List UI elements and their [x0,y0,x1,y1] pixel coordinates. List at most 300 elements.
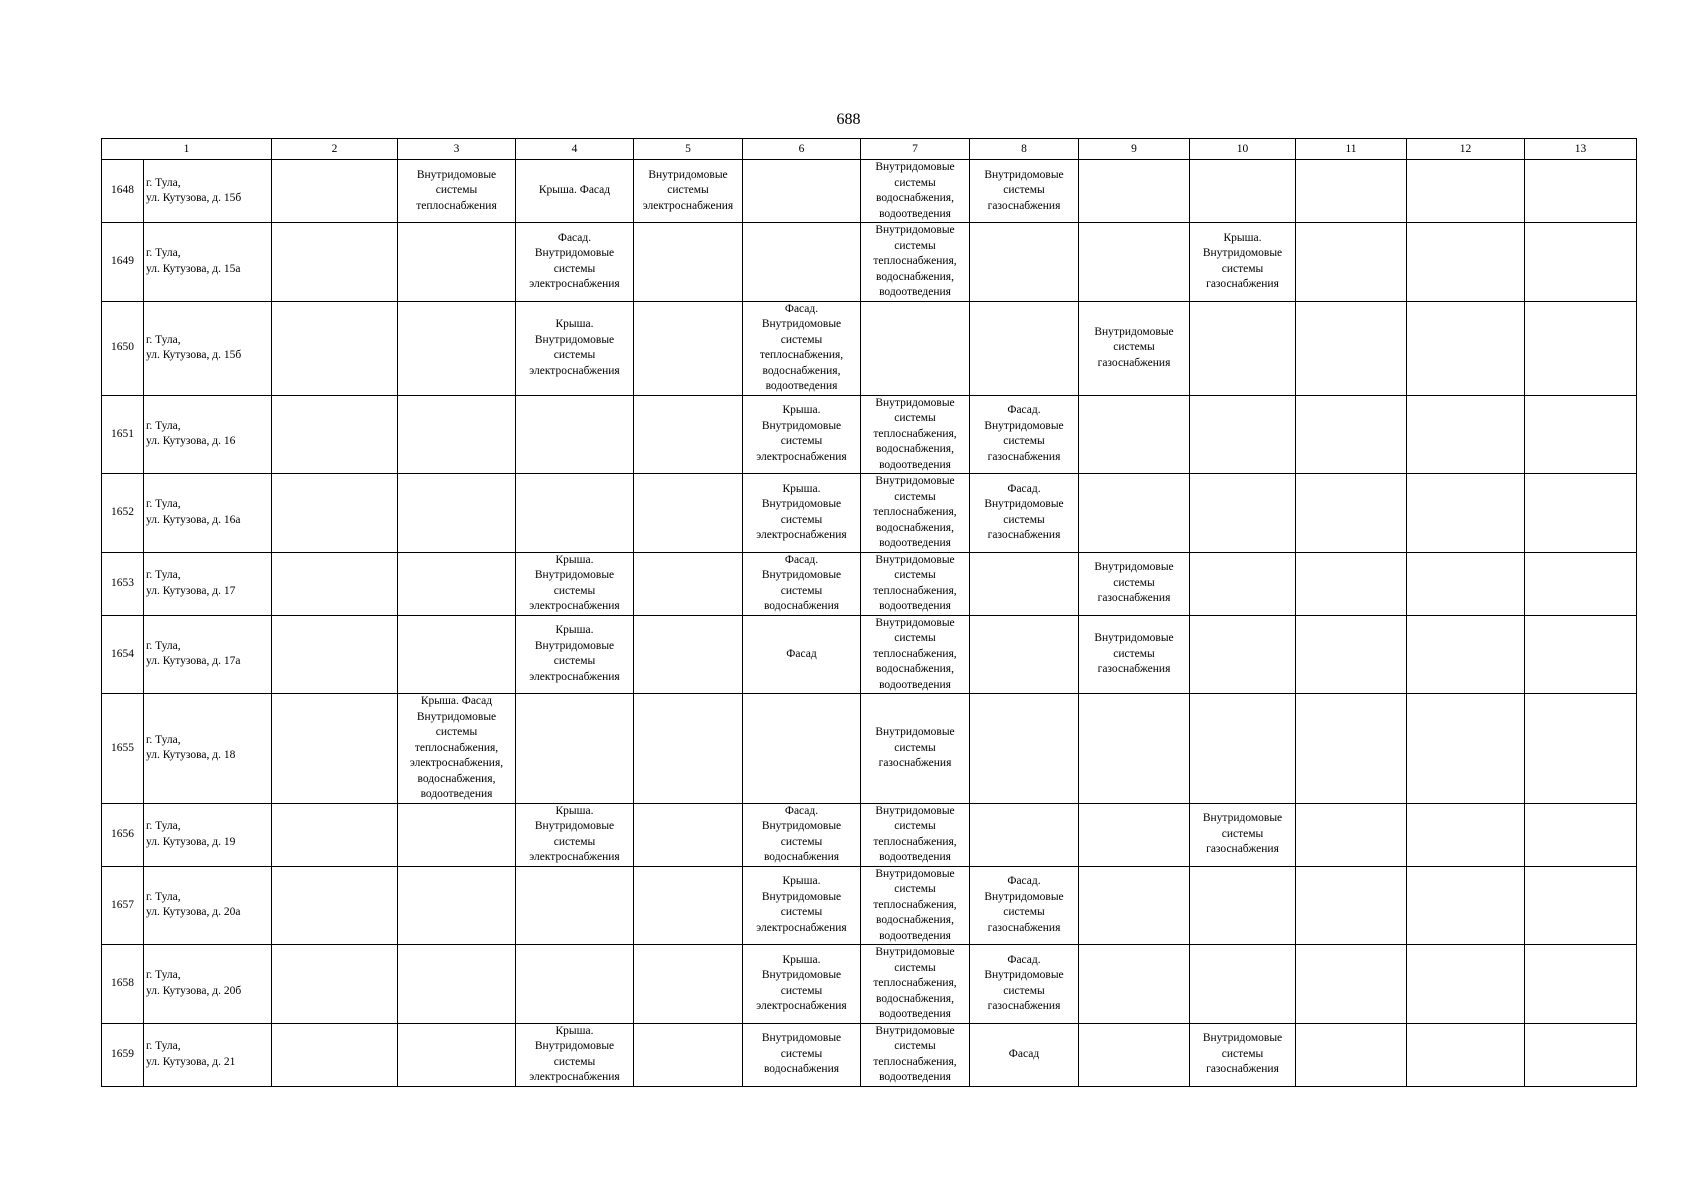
work-cell [1190,694,1296,804]
cell-line: Внутридомовые [1094,561,1174,574]
address-line: ул. Кутузова, д. 17 [146,584,236,597]
work-cell [861,160,970,223]
cell-line: системы [1221,827,1264,840]
cell-line: теплоснабжения, [873,255,957,267]
cell-line: электроснабжения [529,364,620,377]
cell-line: системы [780,513,823,526]
cell-line: Внутридомовые [875,1024,955,1037]
cell-line: Внутридомовые [984,969,1064,982]
cell-line: Фасад. [1007,875,1041,888]
cell-line: системы [553,1055,596,1068]
work-cell [272,866,398,945]
work-cell [1296,1023,1407,1086]
column-header: 2 [272,139,398,160]
address-line: ул. Кутузова, д. 15а [146,262,241,275]
cell-line: Внутридомовые [875,224,955,236]
address-line: г. Тула, [146,569,181,581]
cell-line: Внутридомовые [761,820,842,832]
cell-line: системы [780,1047,823,1060]
row-number: 1656 [102,803,144,866]
cell-line: электроснабжения [529,600,620,612]
cell-line: водоотведения [879,458,951,471]
work-cell [634,866,743,945]
cell-line: Фасад. [784,302,819,315]
table-row [102,866,1637,945]
cell-line: Внутридомовые [534,1040,615,1052]
work-cell [634,223,743,302]
work-cell [1296,395,1407,474]
cell-line: газоснабжения [987,1000,1061,1013]
cell-line: системы [894,569,936,581]
cell-line: Внутридомовые [984,168,1064,181]
cell-line: Внутридомовые [875,946,955,958]
cell-line: Фасад. [784,553,819,566]
row-number: 1657 [102,866,144,945]
cell-line: Фасад. [784,804,819,817]
work-cell [398,615,516,694]
cell-line: теплоснабжения, [873,1055,957,1068]
table-row [102,474,1637,553]
table-row [102,223,1637,302]
work-cell [1190,803,1296,866]
cell-line: водоснабжения, [876,192,954,204]
cell-line: газоснабжения [1206,843,1279,856]
work-cell [743,694,861,804]
cell-line: Внутридомовые [648,168,728,181]
work-cell [634,615,743,694]
cell-line: Внутридомовые [984,498,1064,511]
work-cell [1407,803,1525,866]
address-cell [144,160,272,223]
address-line: г. Тула, [146,333,181,346]
cell-line: водоснабжения [763,851,840,863]
cell-line: системы [780,906,823,919]
address-line: ул. Кутузова, д. 16 [146,435,236,448]
cell-line: Крыша. [782,404,821,417]
cell-line: системы [553,835,596,848]
work-cell [861,866,970,945]
work-cell [398,395,516,474]
work-cell [1407,160,1525,223]
cell-line: водоотведения [879,207,951,220]
table-row [102,694,1637,804]
work-cell [1296,474,1407,553]
work-cell [1079,160,1190,223]
work-cell [861,301,970,395]
cell-line: газоснабжения [1206,1063,1279,1076]
work-cell [970,395,1079,474]
work-cell [970,474,1079,553]
work-cell [1407,615,1525,694]
cell-line: системы [1221,1047,1264,1060]
cell-line: Фасад [786,647,817,660]
address-line: ул. Кутузова, д. 20б [146,984,242,997]
cell-line: системы [780,333,823,346]
work-cell [743,803,861,866]
row-number: 1654 [102,615,144,694]
cell-line: Внутридомовые [416,710,497,723]
cell-line: водоснабжения [763,600,840,612]
work-cell [634,945,743,1024]
work-cell [272,223,398,302]
cell-line: водоснабжения, [417,772,496,785]
cell-line: Внутридомовые [761,318,842,330]
cell-line: системы [553,349,596,361]
address-line: г. Тула, [146,969,181,982]
table-row [102,301,1637,395]
cell-line: Внутридомовые [534,639,615,652]
work-cell [1079,395,1190,474]
work-cell [1296,803,1407,866]
work-cell [861,552,970,615]
work-cell [1407,474,1525,553]
cell-line: водоснабжения [763,1063,840,1076]
row-number: 1648 [102,160,144,223]
address-line: ул. Кутузова, д. 15б [146,349,242,361]
work-cell [272,160,398,223]
cell-line: Внутридомовые [875,616,955,629]
cell-line: системы [1003,984,1045,997]
cell-line: теплоснабжения, [873,835,957,848]
work-cell [1079,945,1190,1024]
cell-line: водоснабжения, [876,663,954,675]
cell-line: системы [435,726,478,738]
work-cell [1407,1023,1525,1086]
cell-line: системы [1003,513,1045,526]
cell-line: системы [553,584,596,597]
address-line: ул. Кутузова, д. 18 [146,749,236,762]
cell-line: Крыша. [782,875,821,888]
cell-line: водоотведения [879,678,951,691]
address-cell [144,803,272,866]
table-row [102,803,1637,866]
work-cell [1525,945,1637,1024]
work-cell [398,301,516,395]
work-cell [1190,945,1296,1024]
work-cell [970,694,1079,804]
cell-line: газоснабжения [987,199,1061,212]
cell-line: водоотведения [879,1071,951,1083]
cell-line: водоотведения [765,380,838,392]
column-header: 11 [1296,139,1407,160]
cell-line: системы [894,632,936,644]
row-number: 1651 [102,395,144,474]
cell-line: электроснабжения [529,278,620,291]
work-cell [1190,1023,1296,1086]
cell-line: электроснабжения [529,670,620,683]
work-cell [516,223,634,302]
work-cell [970,301,1079,395]
table-row [102,1023,1637,1086]
cell-line: Внутридомовые [761,969,842,982]
work-cell [1525,866,1637,945]
work-cell [1407,694,1525,804]
work-cell [861,615,970,694]
work-cell [1407,866,1525,945]
cell-line: Фасад. [1007,953,1041,966]
cell-line: Внутридомовые [534,569,615,581]
work-cell [970,615,1079,694]
work-cell [1525,223,1637,302]
cell-line: электроснабжения [756,921,847,934]
cell-line: Крыша. [555,624,594,637]
work-cell [970,945,1079,1024]
column-header: 6 [743,139,861,160]
address-cell [144,223,272,302]
cell-line: системы [894,820,936,832]
row-number: 1650 [102,301,144,395]
work-cell [1296,945,1407,1024]
page-number: 688 [836,111,861,128]
cell-line: системы [894,176,936,189]
column-header: 12 [1407,139,1525,160]
cell-line: Внутридомовые [875,553,955,566]
cell-line: Крыша. Фасад [538,184,611,197]
work-cell [272,474,398,553]
cell-line: Крыша. [555,553,594,566]
work-cell [1079,1023,1190,1086]
work-cell [861,474,970,553]
cell-line: системы [894,490,936,503]
address-line: г. Тула, [146,733,181,746]
work-cell [634,474,743,553]
cell-line: Крыша. [555,318,594,330]
column-header: 5 [634,139,743,160]
column-header: 3 [398,139,516,160]
cell-line: Внутридомовые [761,890,842,903]
cell-line: системы [1003,184,1045,197]
work-cell [398,223,516,302]
address-cell [144,395,272,474]
work-cell [1296,694,1407,804]
address-line: ул. Кутузова, д. 17а [146,655,241,668]
cell-line: электроснабжения [642,199,734,212]
cell-line: электроснабжения [756,1000,847,1013]
work-cell [516,301,634,395]
work-cell [516,945,634,1024]
cell-line: теплоснабжения, [759,349,844,361]
cell-line: Внутридомовые [761,419,842,432]
address-cell [144,301,272,395]
work-cell [1525,474,1637,553]
table-row [102,552,1637,615]
cell-line: электроснабжения [529,1071,620,1083]
cell-line: Внутридомовые [984,890,1064,903]
address-line: ул. Кутузова, д. 15б [146,192,242,204]
cell-line: водоотведения [879,929,951,942]
work-cell [1525,395,1637,474]
work-cell [516,395,634,474]
cell-line: системы [780,984,823,997]
cell-line: системы [1113,647,1155,660]
address-line: г. Тула, [146,498,181,511]
cell-line: Крыша. Фасад [420,695,493,707]
work-cell [743,945,861,1024]
cell-line: теплоснабжения, [873,977,957,989]
work-cell [970,223,1079,302]
cell-line: Внутридомовые [761,498,842,511]
column-header: 4 [516,139,634,160]
work-cell [1407,395,1525,474]
work-cell [861,223,970,302]
row-number: 1652 [102,474,144,553]
cell-line: теплоснабжения, [873,427,957,440]
cell-line: теплоснабжения [416,199,497,212]
work-cell [1190,552,1296,615]
work-cell [1190,474,1296,553]
address-cell [144,474,272,553]
cell-line: Внутридомовые [875,867,955,880]
work-cell [970,1023,1079,1086]
cell-line: Внутридомовые [416,168,497,181]
cell-line: водоснабжения, [876,521,954,534]
work-cell [516,694,634,804]
capital-repair-table [101,138,1637,1087]
cell-line: газоснабжения [878,757,952,769]
work-cell [1079,803,1190,866]
cell-line: теплоснабжения, [873,647,957,660]
cell-line: системы [1221,262,1264,275]
work-cell [1190,301,1296,395]
address-cell [144,945,272,1024]
cell-line: водоснабжения, [876,270,954,283]
work-cell [1407,945,1525,1024]
cell-line: теплоснабжения, [414,741,499,754]
work-cell [1525,694,1637,804]
work-cell [861,1023,970,1086]
cell-line: водоотведения [879,286,951,298]
work-cell [970,552,1079,615]
work-cell [398,160,516,223]
address-line: г. Тула, [146,890,181,903]
work-cell [634,395,743,474]
cell-line: газоснабжения [1097,592,1171,605]
work-cell [970,160,1079,223]
row-number: 1655 [102,694,144,804]
work-cell [1190,395,1296,474]
work-cell [516,615,634,694]
work-cell [272,945,398,1024]
work-cell [743,223,861,302]
address-cell [144,615,272,694]
cell-line: газоснабжения [987,921,1061,934]
work-cell [861,694,970,804]
cell-line: Крыша. [555,1024,594,1037]
work-cell [1296,301,1407,395]
work-cell [516,866,634,945]
cell-line: Внутридомовые [761,1032,842,1045]
cell-line: системы [667,184,709,197]
column-header: 7 [861,139,970,160]
table-row [102,395,1637,474]
work-cell [398,866,516,945]
work-cell [272,803,398,866]
cell-line: системы [553,655,596,668]
cell-line: водоотведения [879,600,951,612]
cell-line: системы [1113,576,1155,589]
work-cell [1525,552,1637,615]
cell-line: системы [780,435,823,448]
work-cell [398,803,516,866]
cell-line: системы [780,835,823,848]
row-number: 1658 [102,945,144,1024]
cell-line: Внутридомовые [1094,632,1174,644]
cell-line: системы [894,741,936,754]
cell-line: газоснабжения [1206,278,1279,291]
address-cell [144,1023,272,1086]
work-cell [272,552,398,615]
cell-line: электроснабжения [756,450,847,463]
address-line: г. Тула, [146,419,181,432]
work-cell [1525,301,1637,395]
cell-line: электроснабжения, [409,757,504,769]
work-cell [743,160,861,223]
cell-line: Крыша. [555,804,594,817]
cell-line: Внутридомовые [875,726,955,738]
cell-line: газоснабжения [1097,356,1171,369]
work-cell [1407,552,1525,615]
cell-line: водоотведения [420,788,493,800]
work-cell [272,615,398,694]
row-number: 1649 [102,223,144,302]
work-cell [1525,615,1637,694]
cell-line: Внутридомовые [534,820,615,832]
column-header: 8 [970,139,1079,160]
cell-line: системы [1113,341,1155,354]
address-line: ул. Кутузова, д. 19 [146,835,236,848]
cell-line: водоснабжения, [762,364,841,377]
cell-line: Внутридомовые [875,475,955,487]
work-cell [1190,223,1296,302]
work-cell [634,301,743,395]
work-cell [1296,552,1407,615]
cell-line: газоснабжения [987,529,1061,542]
work-cell [743,1023,861,1086]
cell-line: Фасад. [1007,404,1041,417]
work-cell [1407,301,1525,395]
cell-line: системы [894,239,936,252]
work-cell [634,1023,743,1086]
work-cell [398,552,516,615]
cell-line: Внутридомовые [1202,1032,1283,1045]
work-cell [743,866,861,945]
cell-line: Внутридомовые [1202,247,1283,260]
header-row [102,139,1637,160]
address-cell [144,694,272,804]
column-header: 1 [102,139,272,160]
table-row [102,615,1637,694]
work-cell [398,694,516,804]
address-line: г. Тула, [146,247,181,260]
work-cell [743,615,861,694]
table-row [102,945,1637,1024]
table-row [102,160,1637,223]
work-cell [1079,552,1190,615]
work-cell [634,160,743,223]
address-line: г. Тула, [146,639,181,652]
cell-line: Фасад. [557,231,592,244]
work-cell [272,1023,398,1086]
work-cell [970,803,1079,866]
cell-line: системы [894,1040,936,1052]
cell-line: водоотведения [879,537,951,549]
cell-line: теплоснабжения, [873,506,957,518]
row-number: 1659 [102,1023,144,1086]
cell-line: электроснабжения [756,529,847,542]
work-cell [1190,160,1296,223]
cell-line: Внутридомовые [761,569,842,581]
work-cell [516,552,634,615]
